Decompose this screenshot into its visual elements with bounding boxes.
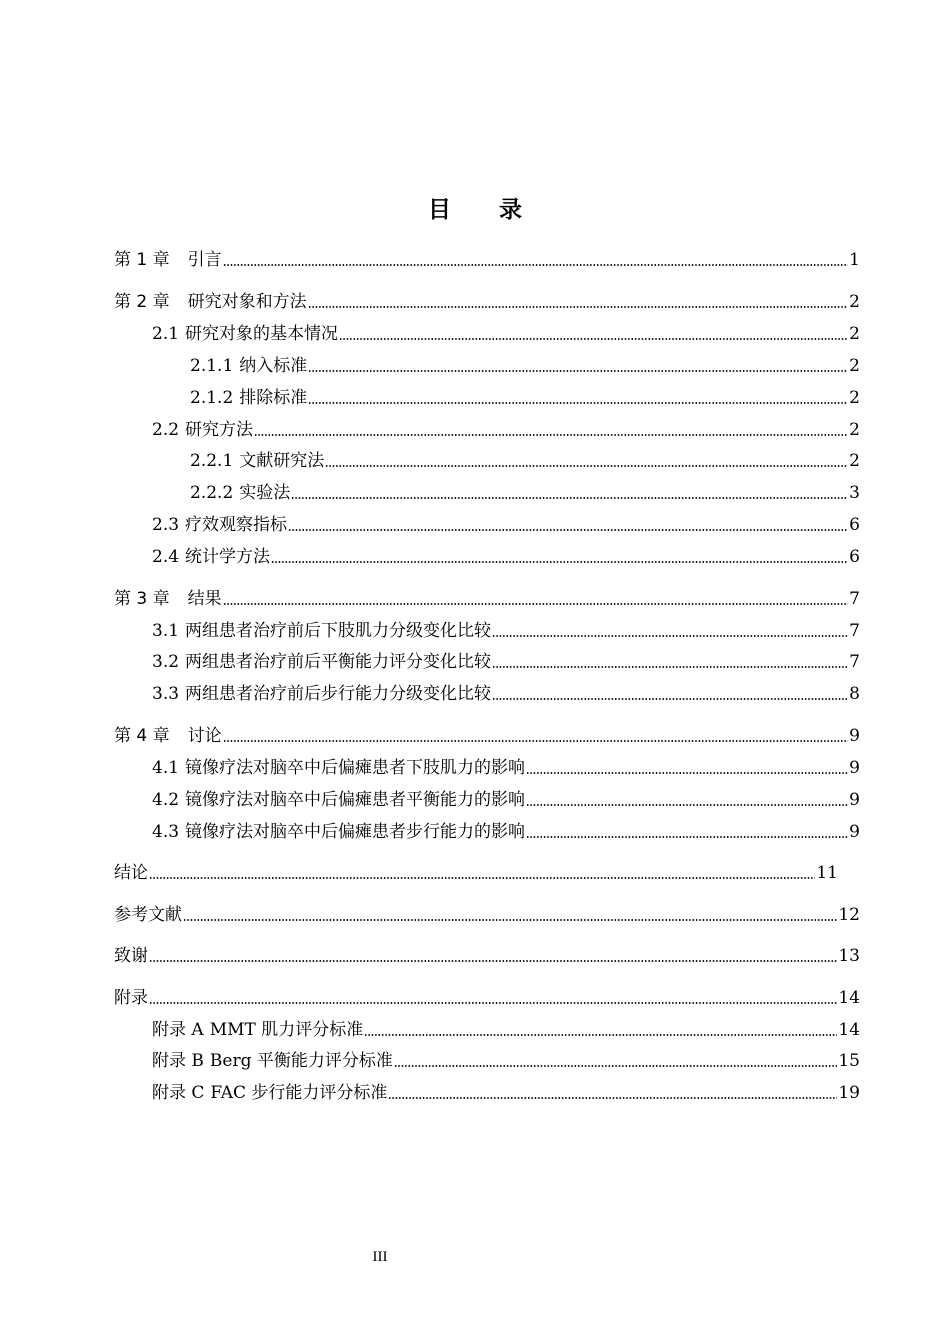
toc-entry-page: 7	[849, 589, 860, 609]
toc-entry-page: 7	[849, 621, 860, 641]
toc-entry-appendix-b[interactable]	[152, 1049, 860, 1073]
toc-entry-title: Berg 平衡能力评分标准	[209, 1051, 393, 1071]
toc-entry-page: 8	[849, 684, 860, 704]
toc-entry-number: 4.3	[152, 822, 180, 842]
toc-entry-number: 2.2.1	[190, 451, 234, 471]
toc-entry-number: 附录 C	[152, 1083, 205, 1103]
toc-entry-number: 3.2	[152, 652, 180, 672]
dot-leader	[288, 529, 848, 531]
page-number: III	[372, 1249, 388, 1265]
toc-entry-title: 排除标准	[239, 388, 308, 408]
toc-entry-3-3[interactable]	[152, 682, 860, 706]
toc-entry-title: 参考文献	[114, 905, 182, 925]
toc-entry-page: 7	[849, 652, 860, 672]
toc-entry-acknowledgements[interactable]	[114, 944, 860, 968]
dot-leader	[223, 603, 849, 605]
toc-entry-number: 3.3	[152, 684, 180, 704]
toc-entry-2-2-1[interactable]	[190, 449, 860, 473]
toc-entry-page: 2	[849, 324, 860, 344]
toc-entry-number: 第 3 章	[114, 589, 170, 609]
dot-leader	[325, 465, 848, 467]
toc-entry-chapter-3[interactable]	[114, 587, 860, 611]
toc-entry-page: 13	[838, 946, 860, 966]
toc-entry-title: 纳入标准	[239, 356, 308, 376]
toc-entry-3-1[interactable]	[152, 619, 860, 643]
toc-entry-number: 3.1	[152, 621, 180, 641]
toc-entry-4-2[interactable]	[152, 788, 860, 812]
toc-entry-number: 2.2.2	[190, 483, 234, 503]
dot-leader	[394, 1065, 837, 1067]
toc-entry-appendix-c[interactable]	[152, 1081, 860, 1105]
toc-entry-page: 19	[838, 1083, 860, 1103]
toc-entry-appendix-a[interactable]	[152, 1018, 860, 1042]
toc-entry-title: 引言	[187, 250, 222, 270]
toc-entry-title: 研究对象和方法	[187, 292, 307, 312]
dot-leader	[492, 635, 848, 637]
dot-leader	[271, 561, 848, 563]
toc-entry-chapter-1[interactable]	[114, 248, 860, 272]
toc-entry-number: 2.2	[152, 420, 180, 440]
toc-entry-page: 15	[838, 1051, 860, 1071]
toc-entry-title: 结论	[114, 863, 148, 883]
toc-entry-references[interactable]	[114, 903, 860, 927]
toc-entry-page: 3	[849, 483, 860, 503]
dot-leader	[526, 772, 848, 774]
dot-leader	[149, 877, 815, 879]
table-of-contents	[114, 0, 860, 1344]
toc-entry-number: 附录 B	[152, 1051, 204, 1071]
toc-entry-2-1-2[interactable]	[190, 386, 860, 410]
toc-entry-title: 镜像疗法对脑卒中后偏瘫患者下肢肌力的影响	[185, 758, 526, 778]
title-char-2: 录	[499, 197, 522, 224]
toc-entry-page: 9	[849, 790, 860, 810]
toc-entry-title: 讨论	[187, 726, 222, 746]
toc-entry-page: 6	[849, 515, 860, 535]
toc-entry-title: 两组患者治疗前后平衡能力评分变化比较	[185, 652, 492, 672]
toc-entry-number: 2.3	[152, 515, 180, 535]
toc-entry-number: 4.2	[152, 790, 180, 810]
dot-leader	[526, 836, 848, 838]
dot-leader	[492, 666, 848, 668]
toc-entry-page: 9	[849, 758, 860, 778]
toc-entry-page: 9	[849, 822, 860, 842]
toc-entry-page: 2	[849, 451, 860, 471]
toc-entry-conclusion[interactable]	[114, 861, 838, 885]
dot-leader	[388, 1097, 837, 1099]
toc-entry-number: 第 4 章	[114, 726, 170, 746]
toc-entry-title: 两组患者治疗前后步行能力分级变化比较	[185, 684, 492, 704]
toc-entry-2-1-1[interactable]	[190, 354, 860, 378]
toc-entry-title: 实验法	[239, 483, 291, 503]
toc-entry-number: 第 1 章	[114, 250, 170, 270]
toc-entry-4-3[interactable]	[152, 820, 860, 844]
toc-entry-title: FAC 步行能力评分标准	[210, 1083, 388, 1103]
toc-entry-chapter-2[interactable]	[114, 290, 860, 314]
toc-entry-page: 14	[838, 988, 860, 1008]
toc-entry-2-4[interactable]	[152, 545, 860, 569]
toc-entry-title: 研究对象的基本情况	[185, 324, 339, 344]
toc-entry-number: 附录 A	[152, 1020, 204, 1040]
toc-entry-chapter-4[interactable]	[114, 724, 860, 748]
toc-entry-title: 两组患者治疗前后下肢肌力分级变化比较	[185, 621, 492, 641]
dot-leader	[492, 698, 848, 700]
toc-entry-number: 2.4	[152, 547, 180, 567]
toc-entry-title: 结果	[187, 589, 222, 609]
dot-leader	[339, 338, 848, 340]
toc-entry-page: 2	[849, 420, 860, 440]
toc-entry-title: 镜像疗法对脑卒中后偏瘫患者步行能力的影响	[185, 822, 526, 842]
dot-leader	[526, 804, 848, 806]
toc-entry-4-1[interactable]	[152, 756, 860, 780]
toc-entry-page: 2	[849, 356, 860, 376]
dot-leader	[223, 264, 849, 266]
toc-entry-title: MMT 肌力评分标准	[209, 1020, 364, 1040]
dot-leader	[223, 740, 849, 742]
toc-entry-number: 2.1.1	[190, 356, 234, 376]
toc-entry-number: 第 2 章	[114, 292, 170, 312]
toc-entry-3-2[interactable]	[152, 650, 860, 674]
toc-entry-page: 14	[838, 1020, 860, 1040]
dot-leader	[254, 434, 848, 436]
toc-entry-title: 疗效观察指标	[185, 515, 288, 535]
dot-leader	[291, 497, 848, 499]
dot-leader	[308, 370, 848, 372]
toc-entry-page: 1	[849, 250, 860, 270]
toc-entry-page: 6	[849, 547, 860, 567]
dot-leader	[308, 402, 848, 404]
toc-entry-page: 11	[816, 863, 838, 883]
toc-entry-2-1[interactable]	[152, 322, 860, 346]
toc-entry-page: 2	[849, 292, 860, 312]
toc-entry-title: 附录	[114, 988, 148, 1008]
dot-leader	[183, 919, 837, 921]
toc-entry-2-3[interactable]	[152, 513, 860, 537]
dot-leader	[364, 1034, 837, 1036]
toc-entry-number: 4.1	[152, 758, 180, 778]
toc-entry-title: 统计学方法	[185, 547, 271, 567]
toc-entry-2-2-2[interactable]	[190, 481, 860, 505]
toc-entry-page: 2	[849, 388, 860, 408]
toc-entry-number: 2.1.2	[190, 388, 234, 408]
toc-entry-number: 2.1	[152, 324, 180, 344]
dot-leader	[308, 306, 849, 308]
title-char-1: 目	[428, 197, 451, 224]
dot-leader	[149, 960, 837, 962]
toc-entry-title: 镜像疗法对脑卒中后偏瘫患者平衡能力的影响	[185, 790, 526, 810]
toc-entry-2-2[interactable]	[152, 418, 860, 442]
toc-entry-page: 12	[838, 905, 860, 925]
toc-entry-title: 文献研究法	[239, 451, 325, 471]
dot-leader	[149, 1002, 837, 1004]
toc-entry-title: 研究方法	[185, 420, 254, 440]
toc-entry-title: 致谢	[114, 946, 148, 966]
toc-entry-appendix[interactable]	[114, 986, 860, 1010]
toc-entry-page: 9	[849, 726, 860, 746]
